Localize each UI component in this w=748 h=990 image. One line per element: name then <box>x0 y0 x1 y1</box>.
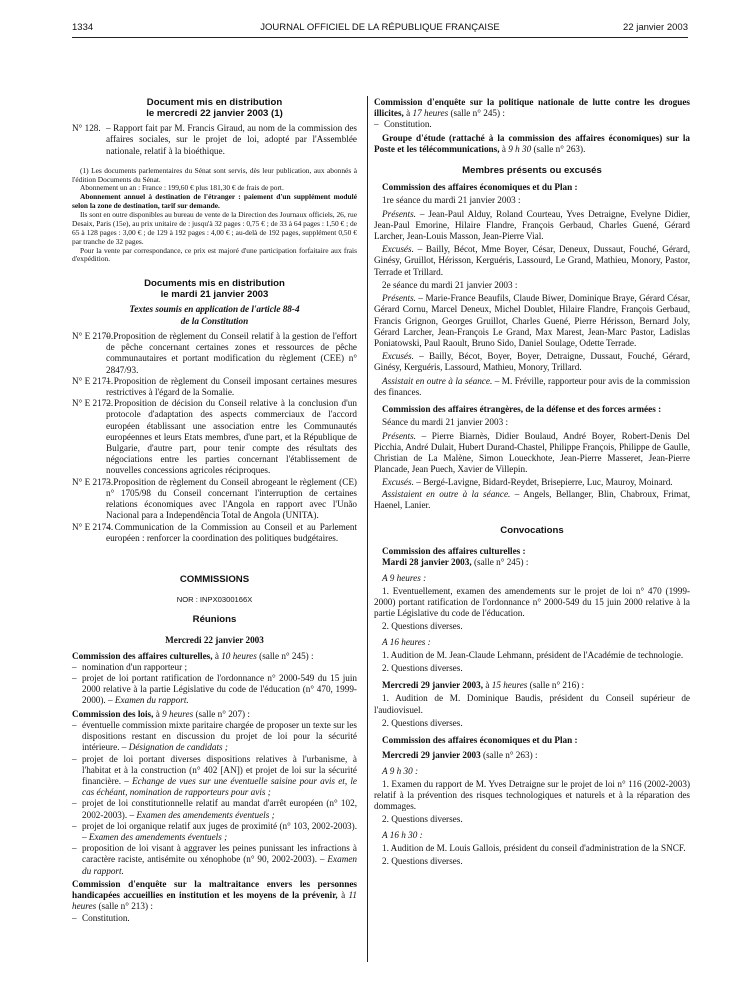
time-slot: A 16 h 30 : <box>382 829 423 840</box>
section-subtitle: de la Constitution <box>180 315 249 326</box>
header-date: 22 janvier 2003 <box>623 22 688 33</box>
attendance-names: – Pierre Biarnès, Didier Boulaud, André Boyer, Robert-Denis Del Picchia, André Dulait, Hubert Durand-Chastel, Philippe François, Philippe de Gaulle, Christian de La Malène, Simon Loueckhote, Jean-Pierre Masseret, Jean-Pierre Plancade, Jean Puech, Xavier de Villepin. <box>374 430 690 475</box>
attendance-names: – Bergé-Lavigne, Bidard-Reydet, Brisepierre, Luc, Mauroy, Moinard. <box>413 477 673 488</box>
agenda-item <box>72 798 357 820</box>
agenda-item <box>72 821 357 843</box>
agenda-item <box>72 720 357 754</box>
document-item <box>72 331 357 376</box>
meeting-room: (salle n° 245) : <box>448 108 505 119</box>
commissions-title: COMMISSIONS <box>179 574 250 585</box>
footnote-text: (1) Les documents parlementaires du Sénat sont servis, dès leur publication, aux abonnés à l'édition Documents du Sénat. <box>72 165 357 184</box>
commission-name: Commission d'enquête sur la maltraitance envers les personnes handicapées accueillies en institution et les moyens de la prévenir, <box>72 878 357 901</box>
left-column <box>72 97 357 924</box>
time-prefix: à <box>499 143 509 154</box>
document-item <box>72 123 357 157</box>
agenda-item <box>72 843 357 877</box>
attendance-label: Assistaient en outre à la séance. <box>382 488 511 499</box>
agenda-point: 1. Audition de M. Louis Gallois, président du conseil d'administration de la SNCF. <box>382 842 686 853</box>
attendance-label: Présents. <box>382 208 416 219</box>
attendance-presents <box>374 293 690 349</box>
attendance-label: Présents. <box>382 430 416 441</box>
time-slot: A 9 heures : <box>382 572 427 583</box>
agenda-item: – Constitution. <box>72 913 357 924</box>
attendance-names: – Bailly, Bécot, Mme Boyer, César, Deneux, Dussaut, Fouché, Gérard, Ginésy, Gruillot, Hérisson, Kerguéris, Lassourd, Le Grand, Mathieu, Monory, Pastor, Terrade et Trillard. <box>374 244 690 277</box>
item-text: – Proposition de décision du Conseil relative à la conclusion d'un protocole d'adaptation des aspects commerciaux de l'accord européen établissant une association entre les Communautés européennes et leurs Etats membres, d'une part, et la République de Bulgarie, d'autre part, pour tenir compte des résultats des négociations entre les parties concernant l'établissement de nouvelles concessions agricoles réciproques. <box>106 398 357 476</box>
commission-entry <box>72 879 357 913</box>
document-item <box>72 522 357 544</box>
attendance-names: – Jean-Paul Alduy, Roland Courteau, Yves Detraigne, Evelyne Didier, Jean-Paul Emorine, Hilaire Flandre, François Gerbaud, Charles Guené, Gérard Larcher, Jean-Louis Masson, Jean-Pierre Vial. <box>374 208 690 241</box>
commission-entry <box>72 651 357 662</box>
commission-name: Commission d'enquête sur la politique nationale de lutte contre les drogues illicites, <box>374 97 690 119</box>
time-prefix: à <box>337 890 349 901</box>
footnote-text: Ils sont en outre disponibles au bureau de vente de la Direction des Journaux officiels, 26, rue Desaix, Paris (15e), au prix unitaire de : jusqu'à 32 pages : 0,75 € ; de 33 à 64 pages : 1,50 € ; de 65 à 128 pages : 3,00 € ; de 129 à 192 pages : 4,00 € ; au-delà de 192 pages, supplément 0,50 € par tranche de 32 pages. <box>72 210 357 246</box>
meeting-date: Mercredi 22 janvier 2003 <box>165 635 264 646</box>
footnote-text: Abonnement un an : France : 199,60 € plus 181,30 € de frais de port. <box>80 183 284 193</box>
agenda-point: 1. Audition de M. Jean-Claude Lehmann, président de l'Académie de technologie. <box>382 649 684 660</box>
meeting-room: (salle n° 216) : <box>527 680 585 691</box>
attendance-excuses <box>374 244 690 278</box>
footnote-text: Abonnement annuel à destination de l'étranger : paiement d'un supplément modulé selon la zone de destination, tarif sur demande. <box>72 192 357 211</box>
section-subtitle: Textes soumis en application de l'article 88-4 <box>129 304 300 315</box>
attendance-assist <box>374 376 690 398</box>
time-slot: A 9 h 30 : <box>382 765 419 776</box>
convocation-date <box>374 680 690 691</box>
agenda-item <box>72 673 357 707</box>
page-header <box>72 22 688 36</box>
commission-heading: Commission des affaires étrangères, de la défense et des forces armées : <box>382 404 662 415</box>
attendance-excuses <box>374 477 690 488</box>
meeting-room: (salle n° 263) : <box>480 750 538 761</box>
agenda-item: – nomination d'un rapporteur ; <box>72 662 357 673</box>
nor-reference: NOR : INPX0300166X <box>176 595 253 605</box>
meeting-time: 17 heures <box>412 108 449 119</box>
agenda-text: projet de loi portant diverses dispositions relatives à l'urbanisme, à l'habitat et à la construction (n° 402 [AN]) et projet de loi sur la sécurité financière. <box>82 753 357 786</box>
attendance-presents <box>374 209 690 243</box>
commission-entry <box>72 709 357 720</box>
membres-title: Membres présents ou excusés <box>462 165 602 177</box>
item-number: N° E 2171. <box>72 375 114 386</box>
meeting-time: 9 heures <box>162 708 194 719</box>
section-title: le mardi 21 janvier 2003 <box>160 289 269 301</box>
agenda-action: – Examen des amendements éventuels ; <box>129 809 275 820</box>
meeting-room: (salle n° 263). <box>531 143 586 154</box>
attendance-label: Présents. <box>382 293 416 304</box>
agenda-point: 2. Questions diverses. <box>382 663 463 674</box>
agenda-text: éventuelle commission mixte paritaire chargée de proposer un texte sur les dispositions restant en discussion du projet de loi pour la sécurité intérieure. <box>82 719 357 753</box>
meeting-room: (salle n° 207) : <box>193 708 250 719</box>
attendance-assist <box>374 489 690 511</box>
attendance-label: Excusés. <box>382 351 414 362</box>
agenda-point: 2. Questions diverses. <box>382 717 463 728</box>
agenda-action: – Désignation de candidats ; <box>121 742 228 753</box>
meeting-room: (salle n° 213) : <box>96 901 153 912</box>
convocation-date <box>374 557 690 568</box>
meeting-time: 15 heures <box>491 680 528 691</box>
meeting-time: 9 h 30 <box>508 143 532 154</box>
agenda-text: projet de loi constitutionnelle relatif au mandat d'arrêt européen (n° 102, 2002-2003). <box>82 798 357 820</box>
commission-entry <box>374 97 690 119</box>
attendance-label: Excusés. <box>382 244 414 255</box>
meeting-time: 11 heures <box>72 890 357 912</box>
session-title: 1re séance du mardi 21 janvier 2003 : <box>382 195 521 206</box>
item-text: – Proposition de règlement du Conseil imposant certaines mesures restrictives à l'égard de la Somalie. <box>106 375 357 397</box>
date-text: Mardi 28 janvier 2003, <box>382 557 472 568</box>
commission-heading: Commission des affaires économiques et du Plan : <box>382 735 578 746</box>
meeting-room: (salle n° 245) : <box>256 650 314 661</box>
commission-name: Commission des affaires culturelles, <box>72 650 213 661</box>
convocations-title: Convocations <box>500 525 564 537</box>
document-item <box>72 376 357 398</box>
footnote <box>72 167 357 265</box>
item-number: N° E 2173. <box>72 476 114 487</box>
journal-title: JOURNAL OFFICIEL DE LA RÉPUBLIQUE FRANÇAISE <box>260 22 500 33</box>
time-prefix: à <box>153 708 163 719</box>
session-title: Séance du mardi 21 janvier 2003 : <box>382 417 509 428</box>
date-text: Mercredi 29 janvier 2003, <box>382 680 484 691</box>
attendance-names: – Angels, Bellanger, Blin, Chabroux, Frimat, Haenel, Lanier. <box>374 488 690 510</box>
agenda-action: – Examen des amendements éventuels ; <box>82 832 228 843</box>
item-text: – Proposition de règlement du Conseil relatif à la gestion de l'effort de pêche concernant certaines zones et ressources de pêche communautaires et portant modification du règlement (CEE) n° 2847/93. <box>106 330 357 375</box>
header-rule <box>72 37 688 38</box>
item-number: N° 128. <box>72 123 101 134</box>
document-item <box>72 398 357 477</box>
commission-heading: Commission des affaires économiques et du Plan : <box>382 182 578 193</box>
session-title: 2e séance du mardi 21 janvier 2003 : <box>382 279 518 290</box>
section-title: Document mis en distribution <box>146 97 283 108</box>
agenda-text: proposition de loi visant à aggraver les peines punissant les infractions à caractère raciste, antisémite ou xénophobe (n° 90, 2002-2003). <box>82 843 357 865</box>
attendance-presents <box>374 431 690 476</box>
agenda-point: 1. Eventuellement, examen des amendements sur le projet de loi n° 470 (1999-2000) portant ratification de l'ordonnance n° 2000-549 du 15 juin 2000 relative à la partie Législative du code de l'éducation. <box>374 585 690 619</box>
agenda-point: 2. Questions diverses. <box>382 856 463 867</box>
item-number: N° E 2174. <box>72 521 114 532</box>
agenda-point: 2. Questions diverses. <box>382 814 463 825</box>
attendance-excuses <box>374 351 690 373</box>
commission-name: Commission des lois, <box>72 708 154 719</box>
footnote-text: Pour la vente par correspondance, ce prix est majoré d'une participation forfaitaire aux frais d'expédition. <box>72 245 357 264</box>
meeting-time: 10 heures <box>221 650 257 661</box>
agenda-text: projet de loi portant ratification de l'ordonnance n° 2000-549 du 15 juin 2000 relative à la partie Législative du code de l'éducation (n° 470, 1999-2000). <box>82 672 357 706</box>
group-name: Groupe d'étude (rattaché à la commission des affaires économiques) sur la Poste et les télécommunications, <box>374 132 690 154</box>
attendance-names: – Marie-France Beaufils, Claude Biwer, Dominique Braye, Gérard César, Gérard Cornu, Marcel Deneux, Michel Doublet, Hilaire Flandre, François Gerbaud, Francis Grignon, Georges Gruillot, Charles Guené, Pierre Hérisson, Bernard Joly, Gérard Larcher, Jean-François Le Grand, Max Marest, Jean-Marc Pastor, Ladislas Poniatowski, Paul Raoult, Bruno Sido, Daniel Soulage, Odette Terrade. <box>374 293 690 348</box>
commission-heading: Commission des affaires culturelles : <box>382 546 526 557</box>
attendance-label: Excusés. <box>382 477 414 488</box>
item-number: N° E 2172. <box>72 398 114 409</box>
page-number: 1334 <box>72 22 94 33</box>
item-text: – Communication de la Commission au Conseil et au Parlement européen : renforcer la coordination des politiques budgétaires. <box>106 521 357 543</box>
date-text: Mercredi 29 janvier 2003 <box>382 750 481 761</box>
agenda-item: – Constitution. <box>374 119 690 130</box>
agenda-point: 2. Questions diverses. <box>382 621 463 632</box>
column-divider <box>367 96 368 962</box>
convocation-date <box>374 750 690 761</box>
item-text: – Proposition de règlement du Conseil abrogeant le règlement (CE) n° 1705/98 du Conseil concernant l'interruption de certaines relations économiques avec l'Angola en rapport avec l'Unão Nacional para a Independência Total de Angola (UNITA). <box>106 476 357 521</box>
commission-entry <box>374 133 690 155</box>
time-prefix: à <box>212 650 222 661</box>
right-column <box>374 97 690 867</box>
agenda-item <box>72 754 357 799</box>
agenda-text: projet de loi organique relatif aux juges de proximité (n° 103, 2002-2003). <box>82 820 357 831</box>
section-title: le mercredi 22 janvier 2003 (1) <box>146 108 283 120</box>
item-number: N° E 2170. <box>72 330 114 341</box>
section-title: Documents mis en distribution <box>144 278 285 290</box>
reunions-title: Réunions <box>192 614 237 626</box>
item-text: – Rapport fait par M. Francis Giraud, au nom de la commission des affaires sociales, sur le projet de loi, adopté par l'Assemblée nationale, relatif à la bioéthique. <box>106 123 357 156</box>
agenda-point: 1. Audition de M. Dominique Baudis, président du Conseil supérieur de l'audiovisuel. <box>374 693 690 715</box>
meeting-room: (salle n° 245) : <box>471 557 529 568</box>
document-item <box>72 477 357 522</box>
agenda-point: 1. Examen du rapport de M. Yves Detraigne sur le projet de loi n° 116 (2002-2003) relatif à la prévention des risques technologiques et naturels et à la réparation des dommages. <box>374 778 690 812</box>
agenda-action: – Examen du rapport. <box>82 854 357 876</box>
agenda-action: – Examen du rapport. <box>108 695 189 706</box>
agenda-action: – Echange de vues sur une éventuelle saisine pour avis et, le cas échéant, nomination de rapporteurs pour avis ; <box>82 775 357 798</box>
attendance-names: – Bailly, Bécot, Boyer, Boyer, Detraigne, Dussaut, Fouché, Gérard, Ginésy, Kerguéris, Lassourd, Mathieu, Monory, Trillard. <box>374 351 690 373</box>
time-prefix: à <box>403 108 413 119</box>
document-list <box>72 331 357 544</box>
time-prefix: à <box>483 680 492 691</box>
time-slot: A 16 heures : <box>382 636 431 647</box>
attendance-label: Assistait en outre à la séance. <box>382 375 493 386</box>
attendance-names: – M. Fréville, rapporteur pour avis de la commission des finances. <box>374 375 691 397</box>
